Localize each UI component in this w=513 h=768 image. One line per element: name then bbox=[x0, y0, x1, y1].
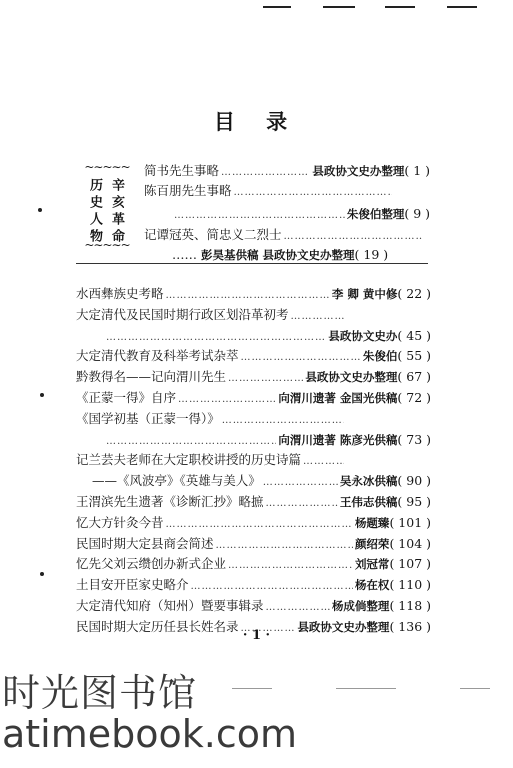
toc-entry-title: 记兰芸夫老师在大定职校讲授的历史诗篇 bbox=[76, 452, 302, 468]
top-rule-1 bbox=[263, 6, 291, 8]
watermark-title: 时光图书馆 bbox=[2, 671, 198, 715]
toc-entry[interactable] bbox=[76, 597, 431, 617]
toc-entry-continuation[interactable] bbox=[172, 246, 430, 264]
margin-dot bbox=[40, 393, 44, 397]
top-rule-2 bbox=[323, 6, 355, 8]
toc-entry-author: 县政协文史办整理 bbox=[305, 370, 398, 385]
section-label-col2: 历史人物 bbox=[87, 178, 102, 246]
leader-dots bbox=[106, 433, 276, 451]
toc-entry[interactable] bbox=[76, 347, 431, 367]
toc-entry-title: 大定清代及民国时期行政区划沿革初考 bbox=[76, 306, 289, 322]
toc-entry[interactable] bbox=[92, 472, 431, 492]
toc-entry-page: ( 101 ) bbox=[389, 514, 431, 530]
leader-dots bbox=[303, 453, 344, 471]
toc-entry-page: ( 45 ) bbox=[397, 327, 431, 343]
toc-entry-title: 黔教得名——记向渭川先生 bbox=[76, 369, 227, 385]
leader-dots bbox=[263, 474, 338, 492]
leader-dots bbox=[174, 207, 345, 225]
leader-dots bbox=[284, 228, 422, 246]
toc-entry[interactable] bbox=[76, 389, 431, 409]
toc-entry-page: ( 95 ) bbox=[397, 494, 431, 509]
toc-entry-page: ( 110 ) bbox=[389, 577, 431, 593]
toc-entry-title: 陈百朋先生事略 bbox=[144, 183, 232, 198]
toc-entry-author: 王伟志供稿 bbox=[339, 495, 398, 509]
section-label-col1: 辛亥革命 bbox=[109, 178, 124, 246]
leader-dots bbox=[106, 329, 326, 347]
toc-entry[interactable] bbox=[76, 306, 346, 326]
toc-entry-author: 刘冠常 bbox=[354, 557, 390, 572]
toc-entry-title: 水西彝族史考略 bbox=[76, 286, 164, 301]
toc-entry-title: 忆大方针灸今昔 bbox=[76, 514, 164, 530]
margin-dot bbox=[38, 208, 42, 212]
toc-entry-author: 杨题臻 bbox=[354, 515, 390, 530]
leader-dots bbox=[234, 184, 392, 202]
toc-entry-title: 王渭滨先生遗著《诊断汇抄》略摭 bbox=[76, 494, 264, 509]
toc-entry-author: 朱俊伯整理 bbox=[346, 207, 405, 221]
toc-entry[interactable] bbox=[76, 493, 431, 513]
toc-entry-author: 李 卿 黄中修 bbox=[331, 287, 398, 301]
toc-entry-title: 民国时期大定县商会简述 bbox=[76, 535, 214, 551]
toc-entry-page: ( 19 ) bbox=[354, 247, 389, 262]
toc-entry[interactable] bbox=[76, 410, 346, 430]
toc-entry[interactable] bbox=[144, 182, 394, 202]
toc-entry-page: ( 9 ) bbox=[404, 206, 430, 221]
toc-entry-author: 县政协文史办整理 bbox=[312, 164, 405, 178]
toc-entry-page: ( 1 ) bbox=[404, 163, 430, 178]
toc-entry-title: ——《风波亭》《英雄与美人》 bbox=[92, 473, 261, 489]
toc-entry-page: ( 90 ) bbox=[397, 473, 431, 489]
leader-dots bbox=[241, 349, 361, 367]
leader-dots bbox=[166, 516, 353, 534]
page-number: · 1 · bbox=[242, 628, 271, 643]
leader-dots bbox=[216, 537, 353, 555]
toc-entry-title: 大定清代教育及科举考试杂萃 bbox=[76, 348, 239, 364]
leader-dots bbox=[178, 391, 276, 409]
toc-entry[interactable] bbox=[76, 451, 346, 471]
leader-dots bbox=[266, 495, 338, 513]
toc-entry-continuation[interactable] bbox=[172, 205, 430, 225]
toc-entry[interactable] bbox=[76, 576, 431, 596]
watermark-url: atimebook.com bbox=[2, 712, 298, 756]
toc-entry[interactable] bbox=[144, 226, 424, 246]
toc-entry-title: 民国时期大定历任县长姓名录 bbox=[76, 618, 239, 634]
scan-mark bbox=[336, 688, 396, 689]
leader-dots bbox=[228, 557, 353, 575]
toc-entry-page: ( 67 ) bbox=[397, 369, 431, 385]
leader-dots bbox=[222, 412, 344, 430]
leader-dots bbox=[221, 164, 310, 182]
toc-entry-title: 大定清代知府（知州）暨要事辑录 bbox=[76, 598, 264, 613]
leader-dots bbox=[228, 370, 303, 388]
toc-entry[interactable] bbox=[76, 285, 431, 305]
toc-entry[interactable] bbox=[76, 555, 431, 575]
leader-dots bbox=[191, 578, 353, 596]
toc-entry-page: ( 136 ) bbox=[389, 618, 431, 634]
toc-entry-author: 朱俊伯 bbox=[362, 349, 398, 364]
decorative-wave-bottom: ~∼~∼~ bbox=[84, 238, 130, 252]
toc-entry-author: 杨成倘整理 bbox=[331, 599, 390, 613]
toc-entry-author: 向渭川遗著 陈彦光供稿 bbox=[278, 432, 398, 447]
scan-mark bbox=[232, 688, 272, 689]
toc-entry[interactable] bbox=[76, 535, 431, 555]
toc-entry-page: ( 104 ) bbox=[389, 535, 431, 551]
toc-entry-title: 忆先父刘云缵创办新式企业 bbox=[76, 556, 227, 572]
toc-entry-page: ( 72 ) bbox=[397, 390, 431, 405]
scan-mark bbox=[460, 688, 490, 689]
top-rule-4 bbox=[447, 6, 477, 8]
page-title: 目 录 bbox=[213, 109, 300, 134]
toc-entry[interactable] bbox=[76, 368, 431, 388]
toc-entry[interactable] bbox=[144, 162, 430, 182]
toc-entry-author: 县政协文史办整理 bbox=[297, 619, 390, 634]
leader-dots bbox=[166, 287, 330, 305]
toc-entry-author: 向渭川遗著 金国光供稿 bbox=[278, 391, 398, 405]
toc-entry-title: 土目安开臣家史略介 bbox=[76, 577, 189, 593]
toc-entry-page: ( 55 ) bbox=[397, 348, 431, 364]
section-label-box bbox=[76, 160, 138, 254]
toc-entry-continuation[interactable] bbox=[104, 431, 431, 451]
toc-entry-page: ( 118 ) bbox=[389, 598, 431, 613]
toc-entry-author: 吴永冰供稿 bbox=[339, 474, 398, 489]
toc-entry-title: 《国学初基（正蒙一得）》 bbox=[76, 410, 220, 426]
toc-entry-title: 记谭冠英、简忠义二烈士 bbox=[144, 227, 282, 242]
toc-entry-author: 彭昊基供稿 县政协文史办整理 bbox=[201, 248, 355, 262]
toc-entry-title: …… bbox=[172, 247, 197, 262]
toc-entry[interactable] bbox=[76, 514, 431, 534]
toc-entry-author: 杨在权 bbox=[354, 578, 390, 593]
decorative-wave-top: ~∼~∼~ bbox=[84, 160, 130, 174]
margin-dot bbox=[40, 572, 44, 576]
section-divider bbox=[76, 263, 428, 264]
toc-entry-author: 颜绍荣 bbox=[354, 536, 390, 551]
top-rule-3 bbox=[385, 6, 415, 8]
toc-entry-title: 《正蒙一得》自序 bbox=[76, 390, 177, 405]
toc-entry-page: ( 73 ) bbox=[397, 431, 431, 447]
toc-entry-page: ( 107 ) bbox=[389, 556, 431, 572]
toc-entry-page: ( 22 ) bbox=[397, 286, 431, 301]
leader-dots bbox=[291, 308, 344, 326]
toc-entry-continuation[interactable] bbox=[104, 327, 431, 347]
leader-dots bbox=[266, 599, 330, 617]
toc-entry-author: 县政协文史办 bbox=[328, 328, 398, 343]
toc-entry-title: 简书先生事略 bbox=[144, 163, 220, 178]
